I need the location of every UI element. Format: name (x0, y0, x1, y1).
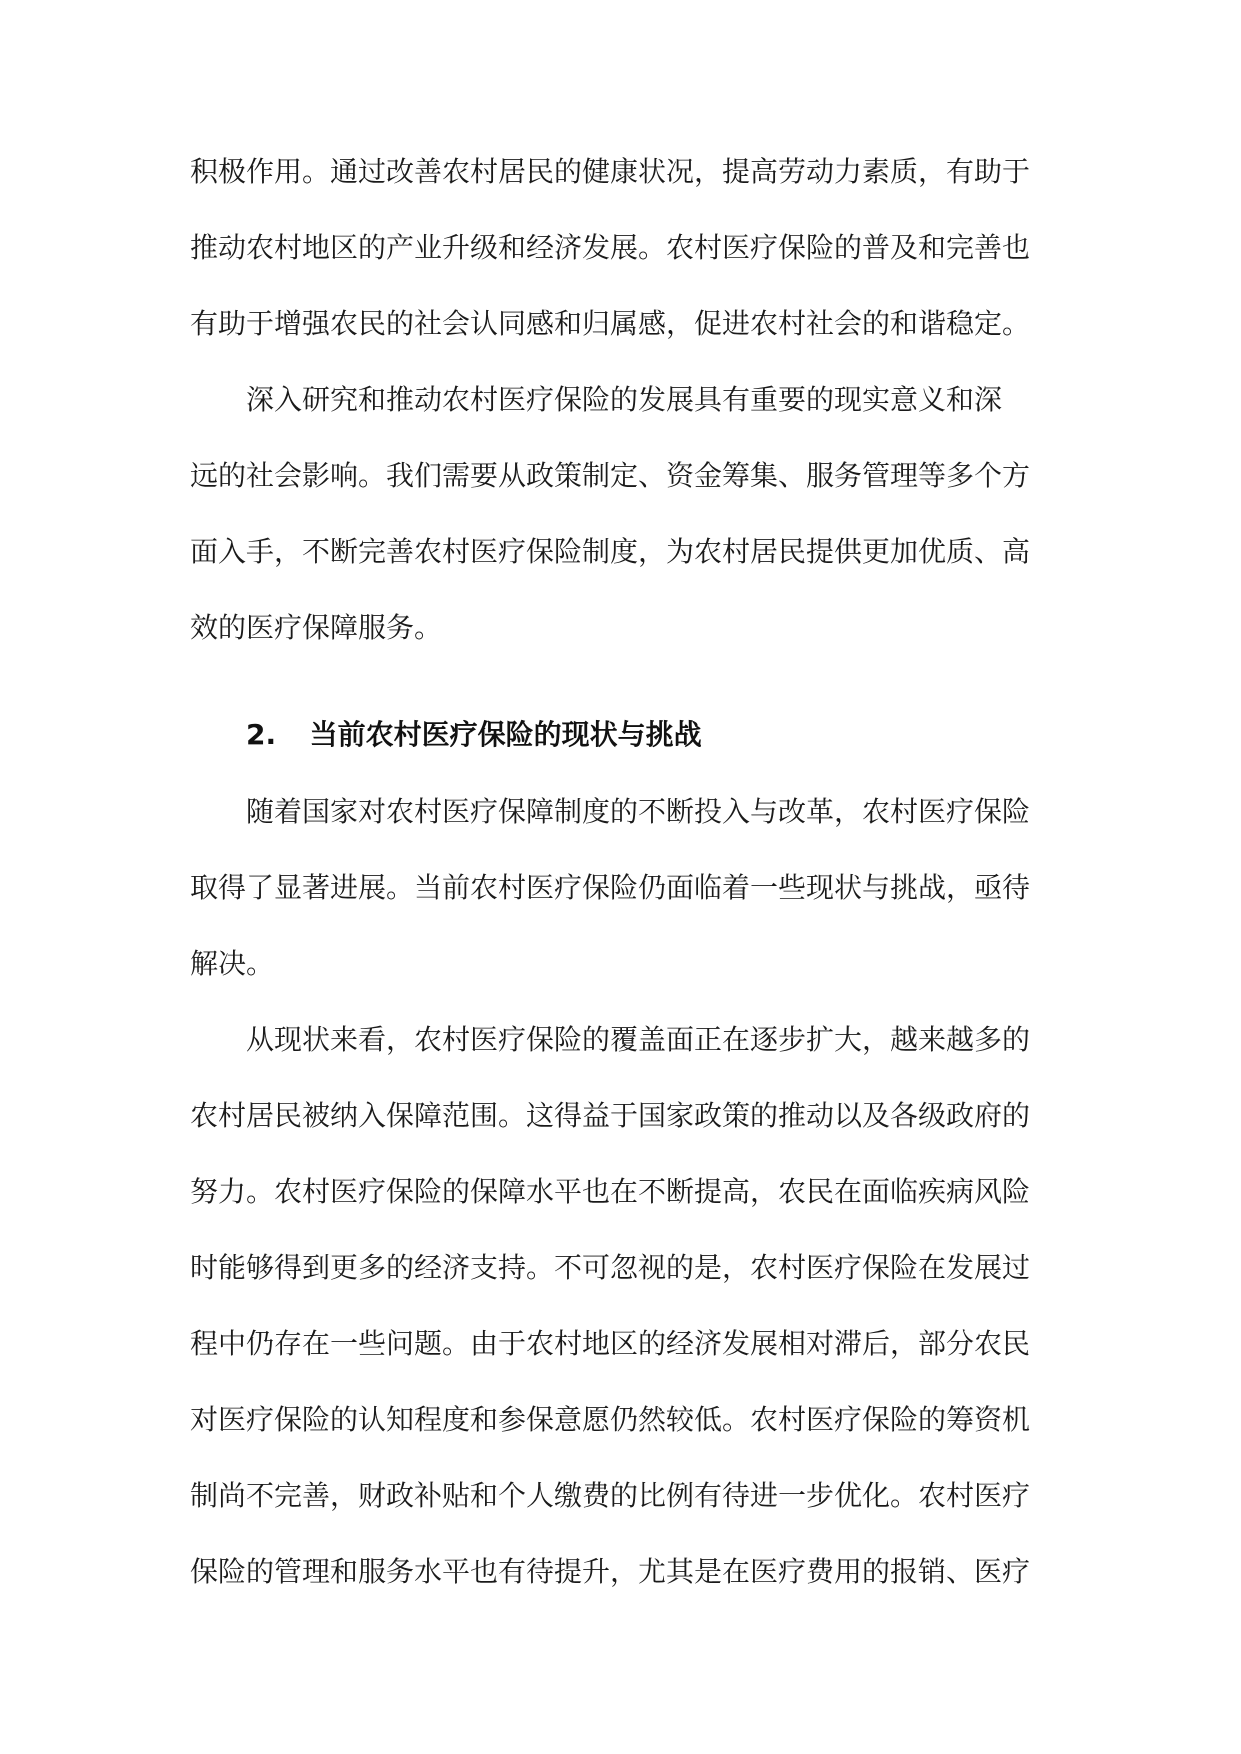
paragraph-2-line-4: 效的医疗保障服务。 (190, 611, 443, 644)
paragraph-4-line-1: 从现状来看，农村医疗保险的覆盖面正在逐步扩大，越来越多的 (246, 1023, 1031, 1056)
paragraph-4-line-8: 保险的管理和服务水平也有待提升，尤其是在医疗费用的报销、医疗 (190, 1555, 1031, 1588)
section-title: 当前农村医疗保险的现状与挑战 (309, 718, 702, 751)
paragraph-3-line-3: 解决。 (190, 947, 275, 980)
paragraph-4-line-4: 时能够得到更多的经济支持。不可忽视的是，农村医疗保险在发展过 (190, 1251, 1031, 1284)
paragraph-2-line-2: 远的社会影响。我们需要从政策制定、资金筹集、服务管理等多个方 (190, 459, 1031, 492)
paragraph-1 (190, 134, 1052, 362)
paragraph-3-line-2: 取得了显著进展。当前农村医疗保险仍面临着一些现状与挑战，亟待 (190, 871, 1031, 904)
paragraph-4-line-6: 对医疗保险的认知程度和参保意愿仍然较低。农村医疗保险的筹资机 (190, 1403, 1031, 1436)
paragraph-4-line-3: 努力。农村医疗保险的保障水平也在不断提高，农民在面临疾病风险 (190, 1175, 1031, 1208)
paragraph-3-line-1: 随着国家对农村医疗保障制度的不断投入与改革，农村医疗保险 (246, 795, 1031, 828)
paragraph-2 (190, 362, 1052, 666)
section-heading (246, 715, 702, 755)
paragraph-1-line-2: 推动农村地区的产业升级和经济发展。农村医疗保险的普及和完善也 (190, 231, 1031, 264)
paragraph-1-line-3: 有助于增强农民的社会认同感和归属感，促进农村社会的和谐稳定。 (190, 307, 1031, 340)
paragraph-4-line-2: 农村居民被纳入保障范围。这得益于国家政策的推动以及各级政府的 (190, 1099, 1031, 1132)
paragraph-4-line-5: 程中仍存在一些问题。由于农村地区的经济发展相对滞后，部分农民 (190, 1327, 1031, 1360)
paragraph-3 (190, 774, 1052, 1002)
paragraph-1-line-1: 积极作用。通过改善农村居民的健康状况，提高劳动力素质，有助于 (190, 155, 1031, 188)
paragraph-4-line-7: 制尚不完善，财政补贴和个人缴费的比例有待进一步优化。农村医疗 (190, 1479, 1031, 1512)
paragraph-2-line-1: 深入研究和推动农村医疗保险的发展具有重要的现实意义和深 (246, 383, 1003, 416)
paragraph-4 (190, 1002, 1052, 1610)
section-number: 2. (246, 718, 277, 751)
paragraph-2-line-3: 面入手，不断完善农村医疗保险制度，为农村居民提供更加优质、高 (190, 535, 1031, 568)
